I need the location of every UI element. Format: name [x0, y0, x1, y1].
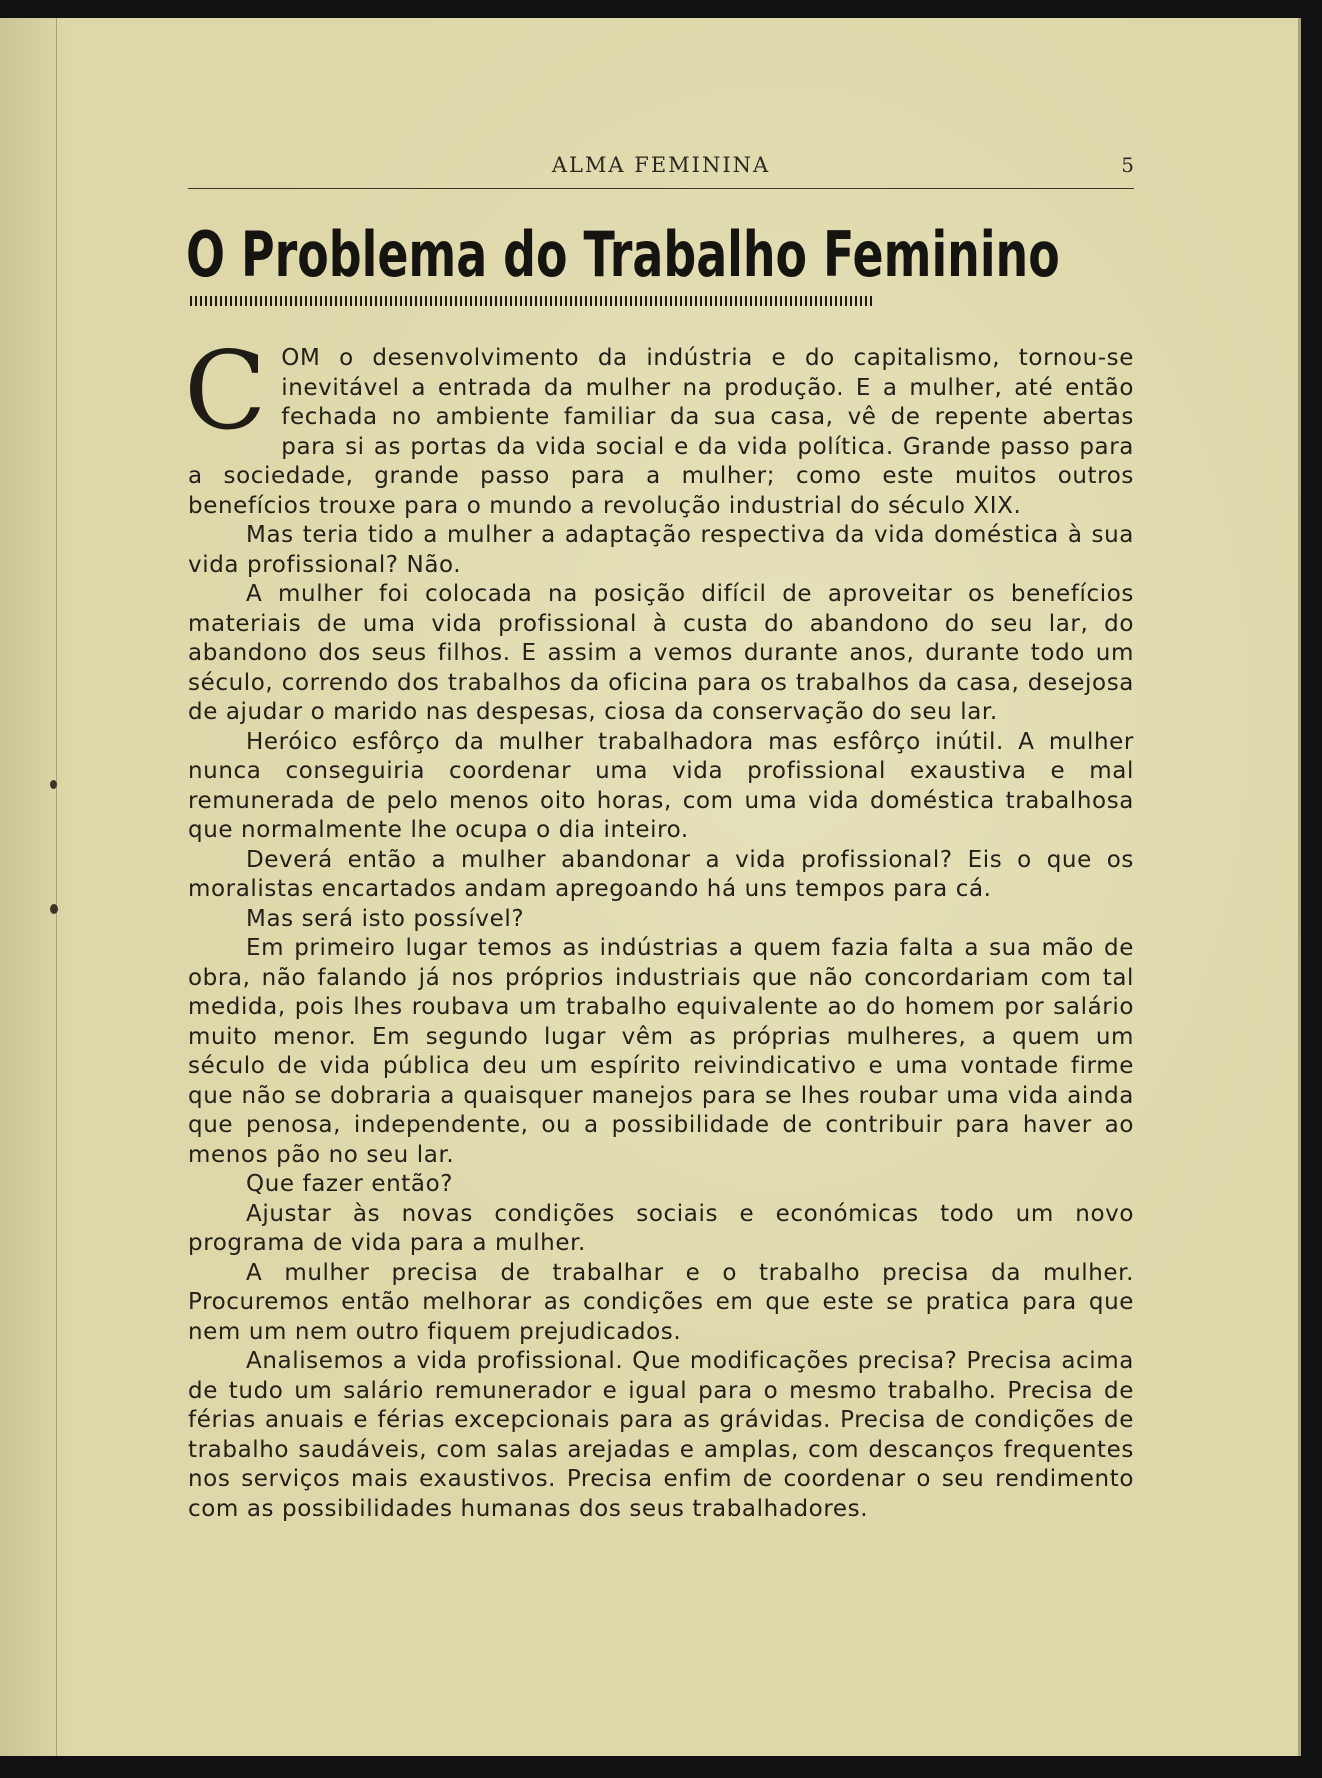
paragraph: Mas teria tido a mulher a adaptação respectiva da vida doméstica à sua vida profissional? Não.	[188, 522, 1134, 578]
paragraph: Heróico esfôrço da mulher trabalhadora mas esfôrço inútil. A mulher nunca conseguiria coordenar uma vida profissional exaustiva e mal remunerada de pelo menos oito horas, com uma vida doméstica trabalhosa que normalmente lhe ocupa o dia inteiro.	[188, 728, 1134, 843]
article-body	[184, 329, 1134, 1524]
paragraph: Mas será isto possível?	[246, 905, 525, 932]
title-underline-rule	[190, 296, 872, 306]
page-binding-edge	[0, 18, 57, 1756]
page-number: 5	[1121, 153, 1134, 177]
paragraph-text: OM o desenvolvimento da indústria e do capitalismo, tornou-se inevitável a entrada da mulher na produção. E a mulher, até então fechada no ambiente familiar da sua casa, vê de repente abertas para si as portas da vida social e da vida política. Grande passo para a sociedade, grande passo para a mulher; como este muitos outros benefícios trouxe para o mundo a revolução industrial do século XIX.	[188, 345, 1134, 519]
running-header	[188, 150, 1134, 189]
running-title: ALMA FEMININA	[551, 153, 771, 177]
paragraph: A mulher foi colocada na posição difícil de aproveitar os benefícios materiais de uma vida profissional à custa do abandono do seu lar, do abandono dos seus filhos. E assim a vemos durante anos, durante todo um século, correndo dos trabalhos da oficina para os trabalhos da casa, desejosa de ajudar o marido nas despesas, ciosa da conservação do seu lar.	[188, 581, 1134, 725]
paragraph: Deverá então a mulher abandonar a vida profissional? Eis o que os moralistas encartados andam apregoando há uns tempos para cá.	[188, 846, 1134, 902]
binding-hole-mark	[50, 904, 58, 914]
paragraph: Ajustar às novas condições sociais e económicas todo um novo programa de vida para a mulher.	[188, 1200, 1134, 1256]
binding-hole-mark	[50, 780, 57, 789]
paragraph: Analisemos a vida profissional. Que modificações precisa? Precisa acima de tudo um salário remunerador e igual para o mesmo trabalho. Precisa de férias anuais e férias excepcionais para as grávidas. Precisa de condições de trabalho saudáveis, com salas arejadas e amplas, com descanços frequentes nos serviços mais exaustivos. Precisa enfim de coordenar o seu rendimento com as possibilidades humanas dos seus trabalhadores.	[188, 1348, 1134, 1522]
drop-cap: C	[184, 329, 268, 454]
paragraph: A mulher precisa de trabalhar e o trabalho precisa da mulher. Procuremos então melhorar as condições em que este se pratica para que nem um nem outro fiquem prejudicados.	[188, 1259, 1134, 1345]
paragraph: Que fazer então?	[246, 1171, 454, 1197]
paragraph: Em primeiro lugar temos as indústrias a quem fazia falta a sua mão de obra, não falando já nos próprios industriais que não concordariam com tal medida, pois lhes roubava um trabalho equivalente ao do homem por salário muito menor. Em segundo lugar vêm as próprias mulheres, a quem um século de vida pública deu um espírito reivindicativo e uma vontade firme que não se dobraria a quaisquer manejos para se lhes roubar uma vida ainda que penosa, independente, ou a possibilidade de contribuir para haver ao menos pão no seu lar.	[188, 935, 1134, 1168]
paragraph	[184, 329, 1134, 521]
article-title: O Problema do Trabalho Feminino	[186, 218, 1060, 291]
